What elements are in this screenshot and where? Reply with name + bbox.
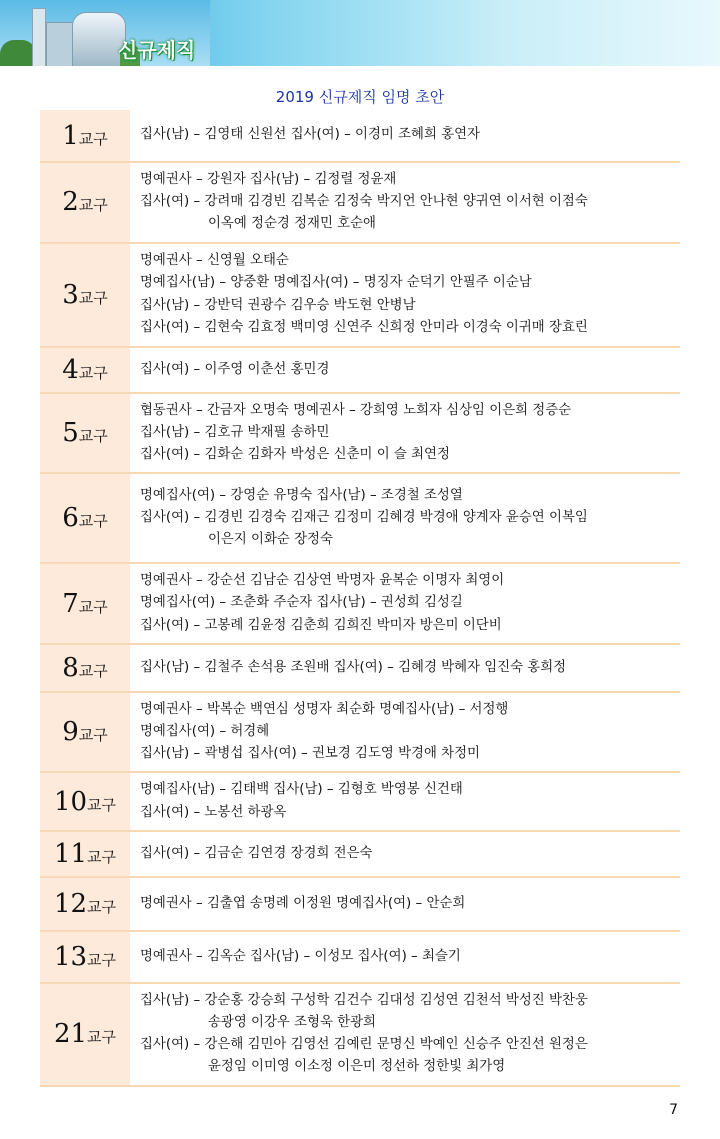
district-row — [40, 644, 680, 692]
district-number: 1 — [62, 120, 79, 151]
district-number: 12 — [53, 888, 88, 919]
appointee-list — [130, 243, 680, 347]
appointment-table — [40, 110, 680, 1087]
appointee-list — [130, 931, 680, 983]
appointee-line: 명예권사 – 김옥순 집사(남) – 이성모 집사(여) – 최슬기 — [140, 948, 461, 964]
appointee-line: 명예집사(여) – 조춘화 주순자 집사(남) – 권성희 김성길 — [140, 595, 463, 611]
district-row — [40, 347, 680, 393]
appointee-line: 이옥예 정순경 정재민 호순애 — [208, 216, 376, 232]
appointee-line: 송광영 이강우 조형욱 한광희 — [208, 1015, 376, 1031]
appointee-list — [130, 772, 680, 830]
district-number: 6 — [62, 503, 79, 534]
district-unit: 교구 — [78, 363, 108, 382]
district-row — [40, 563, 680, 644]
district-label — [40, 393, 130, 474]
district-unit: 교구 — [78, 129, 108, 148]
appointee-line: 명예집사(여) – 허경혜 — [140, 724, 270, 740]
appointee-list — [130, 983, 680, 1086]
appointee-list — [130, 644, 680, 692]
district-label — [40, 243, 130, 347]
district-number: 21 — [53, 1019, 88, 1050]
appointee-line: 명예집사(남) – 김태백 집사(남) – 김형호 박영봉 신건태 — [140, 782, 463, 798]
district-number: 13 — [53, 941, 88, 972]
district-number: 9 — [62, 717, 79, 748]
appointee-list — [130, 110, 680, 162]
district-unit: 교구 — [87, 950, 117, 969]
appointee-list — [130, 831, 680, 877]
district-number: 8 — [62, 652, 79, 683]
district-label — [40, 644, 130, 692]
district-number: 2 — [62, 187, 79, 218]
district-row — [40, 772, 680, 830]
district-label — [40, 983, 130, 1086]
district-number: 10 — [53, 786, 88, 817]
district-label — [40, 110, 130, 162]
appointee-line: 명예집사(여) – 강영순 유명숙 집사(남) – 조경철 조성열 — [140, 487, 463, 503]
appointee-line: 집사(여) – 강려매 김경빈 김복순 김정숙 박지언 안나현 양귀연 이서현 이점숙 — [140, 194, 588, 210]
district-label — [40, 931, 130, 983]
district-row — [40, 243, 680, 347]
district-number: 7 — [62, 588, 79, 619]
appointee-line: 집사(남) – 곽병섭 집사(여) – 권보경 김도영 박경애 차정미 — [140, 746, 480, 762]
district-row — [40, 473, 680, 563]
appointee-line: 집사(남) – 김영태 신원선 집사(여) – 이경미 조혜희 홍연자 — [140, 127, 480, 143]
district-unit: 교구 — [78, 512, 108, 531]
appointee-line: 명예권사 – 신영월 오태순 — [140, 253, 289, 269]
tower-graphic — [32, 8, 46, 66]
district-row — [40, 931, 680, 983]
district-unit: 교구 — [87, 897, 117, 916]
tree-graphic — [0, 40, 36, 66]
appointee-line: 집사(남) – 김철주 손석용 조원배 집사(여) – 김혜경 박혜자 임진숙 홍희정 — [140, 659, 567, 675]
district-row — [40, 877, 680, 931]
district-row — [40, 393, 680, 474]
district-row — [40, 110, 680, 162]
district-row — [40, 162, 680, 243]
appointee-line: 명예권사 – 김출엽 송명례 이정원 명예집사(여) – 안순희 — [140, 895, 466, 911]
district-unit: 교구 — [78, 597, 108, 616]
district-label — [40, 473, 130, 563]
district-number: 3 — [62, 279, 79, 310]
district-unit: 교구 — [78, 288, 108, 307]
appointee-line: 윤정임 이미영 이소정 이은미 정선하 정한빛 최가영 — [208, 1059, 506, 1075]
district-unit: 교구 — [78, 426, 108, 445]
appointee-line: 집사(여) – 고봉례 김윤정 김춘희 김희진 박미자 방은미 이단비 — [140, 617, 502, 633]
district-label — [40, 563, 130, 644]
appointee-line: 명예권사 – 강순선 김남순 김상연 박명자 윤복순 이명자 최영이 — [140, 573, 505, 589]
district-number: 4 — [62, 354, 79, 385]
appointee-line: 집사(남) – 강순홍 강승희 구성학 김건수 김대성 김성연 김천석 박성진 박찬웅 — [140, 992, 588, 1008]
district-unit: 교구 — [87, 795, 117, 814]
district-label — [40, 831, 130, 877]
district-label — [40, 877, 130, 931]
district-row — [40, 692, 680, 773]
appointee-list — [130, 347, 680, 393]
district-row — [40, 831, 680, 877]
appointee-list — [130, 877, 680, 931]
appointee-list — [130, 473, 680, 563]
appointee-line: 집사(여) – 노봉선 하광옥 — [140, 804, 287, 820]
appointee-line: 집사(여) – 이주영 이춘선 홍민경 — [140, 361, 330, 377]
appointee-line: 집사(여) – 김현숙 김효정 백미영 신연주 신희정 안미라 이경숙 이귀매 장효린 — [140, 319, 588, 335]
district-unit: 교구 — [78, 726, 108, 745]
appointee-line: 명예권사 – 박복순 백연심 성명자 최순화 명예집사(남) – 서정행 — [140, 701, 509, 717]
appointee-line: 이은지 이화순 장정숙 — [208, 532, 333, 548]
appointee-line: 집사(남) – 김호규 박재필 송하민 — [140, 424, 330, 440]
page-header-banner — [0, 0, 720, 66]
appointee-line: 명예집사(남) – 양중환 명예집사(여) – 명징자 순덕기 안필주 이순남 — [140, 275, 532, 291]
district-label — [40, 162, 130, 243]
header-title: 신규제직 — [118, 38, 196, 62]
district-row — [40, 983, 680, 1086]
district-label — [40, 692, 130, 773]
district-label — [40, 772, 130, 830]
district-unit: 교구 — [78, 661, 108, 680]
district-unit: 교구 — [78, 196, 108, 215]
appointee-list — [130, 692, 680, 773]
appointee-line: 집사(여) – 김경빈 김경숙 김재근 김정미 김혜경 박경애 양계자 윤승연 이복임 — [140, 510, 588, 526]
document-title: 2019 신규제직 임명 초안 — [275, 88, 445, 106]
appointee-line: 집사(여) – 김화순 김화자 박성은 신춘미 이 슬 최연정 — [140, 447, 450, 463]
appointee-list — [130, 563, 680, 644]
appointee-line: 집사(여) – 김금순 김연경 장경희 전은숙 — [140, 845, 373, 861]
appointee-line: 명예권사 – 강원자 집사(남) – 김정렬 정윤재 — [140, 172, 397, 187]
appointee-line: 집사(남) – 강반덕 권광수 김우승 박도현 안병남 — [140, 297, 416, 313]
appointee-line: 집사(여) – 강은해 김민아 김영선 김예린 문명신 박예인 신승주 안진선 원정은 — [140, 1037, 588, 1053]
district-label — [40, 347, 130, 393]
appointee-line: 협동권사 – 간금자 오명숙 명예권사 – 강희영 노희자 심상임 이은희 정증순 — [140, 402, 572, 418]
district-number: 11 — [53, 838, 88, 869]
appointee-list — [130, 393, 680, 474]
district-unit: 교구 — [87, 1028, 117, 1047]
district-unit: 교구 — [87, 847, 117, 866]
appointee-list — [130, 162, 680, 243]
district-number: 5 — [62, 417, 79, 448]
page-number: 7 — [669, 1102, 678, 1118]
